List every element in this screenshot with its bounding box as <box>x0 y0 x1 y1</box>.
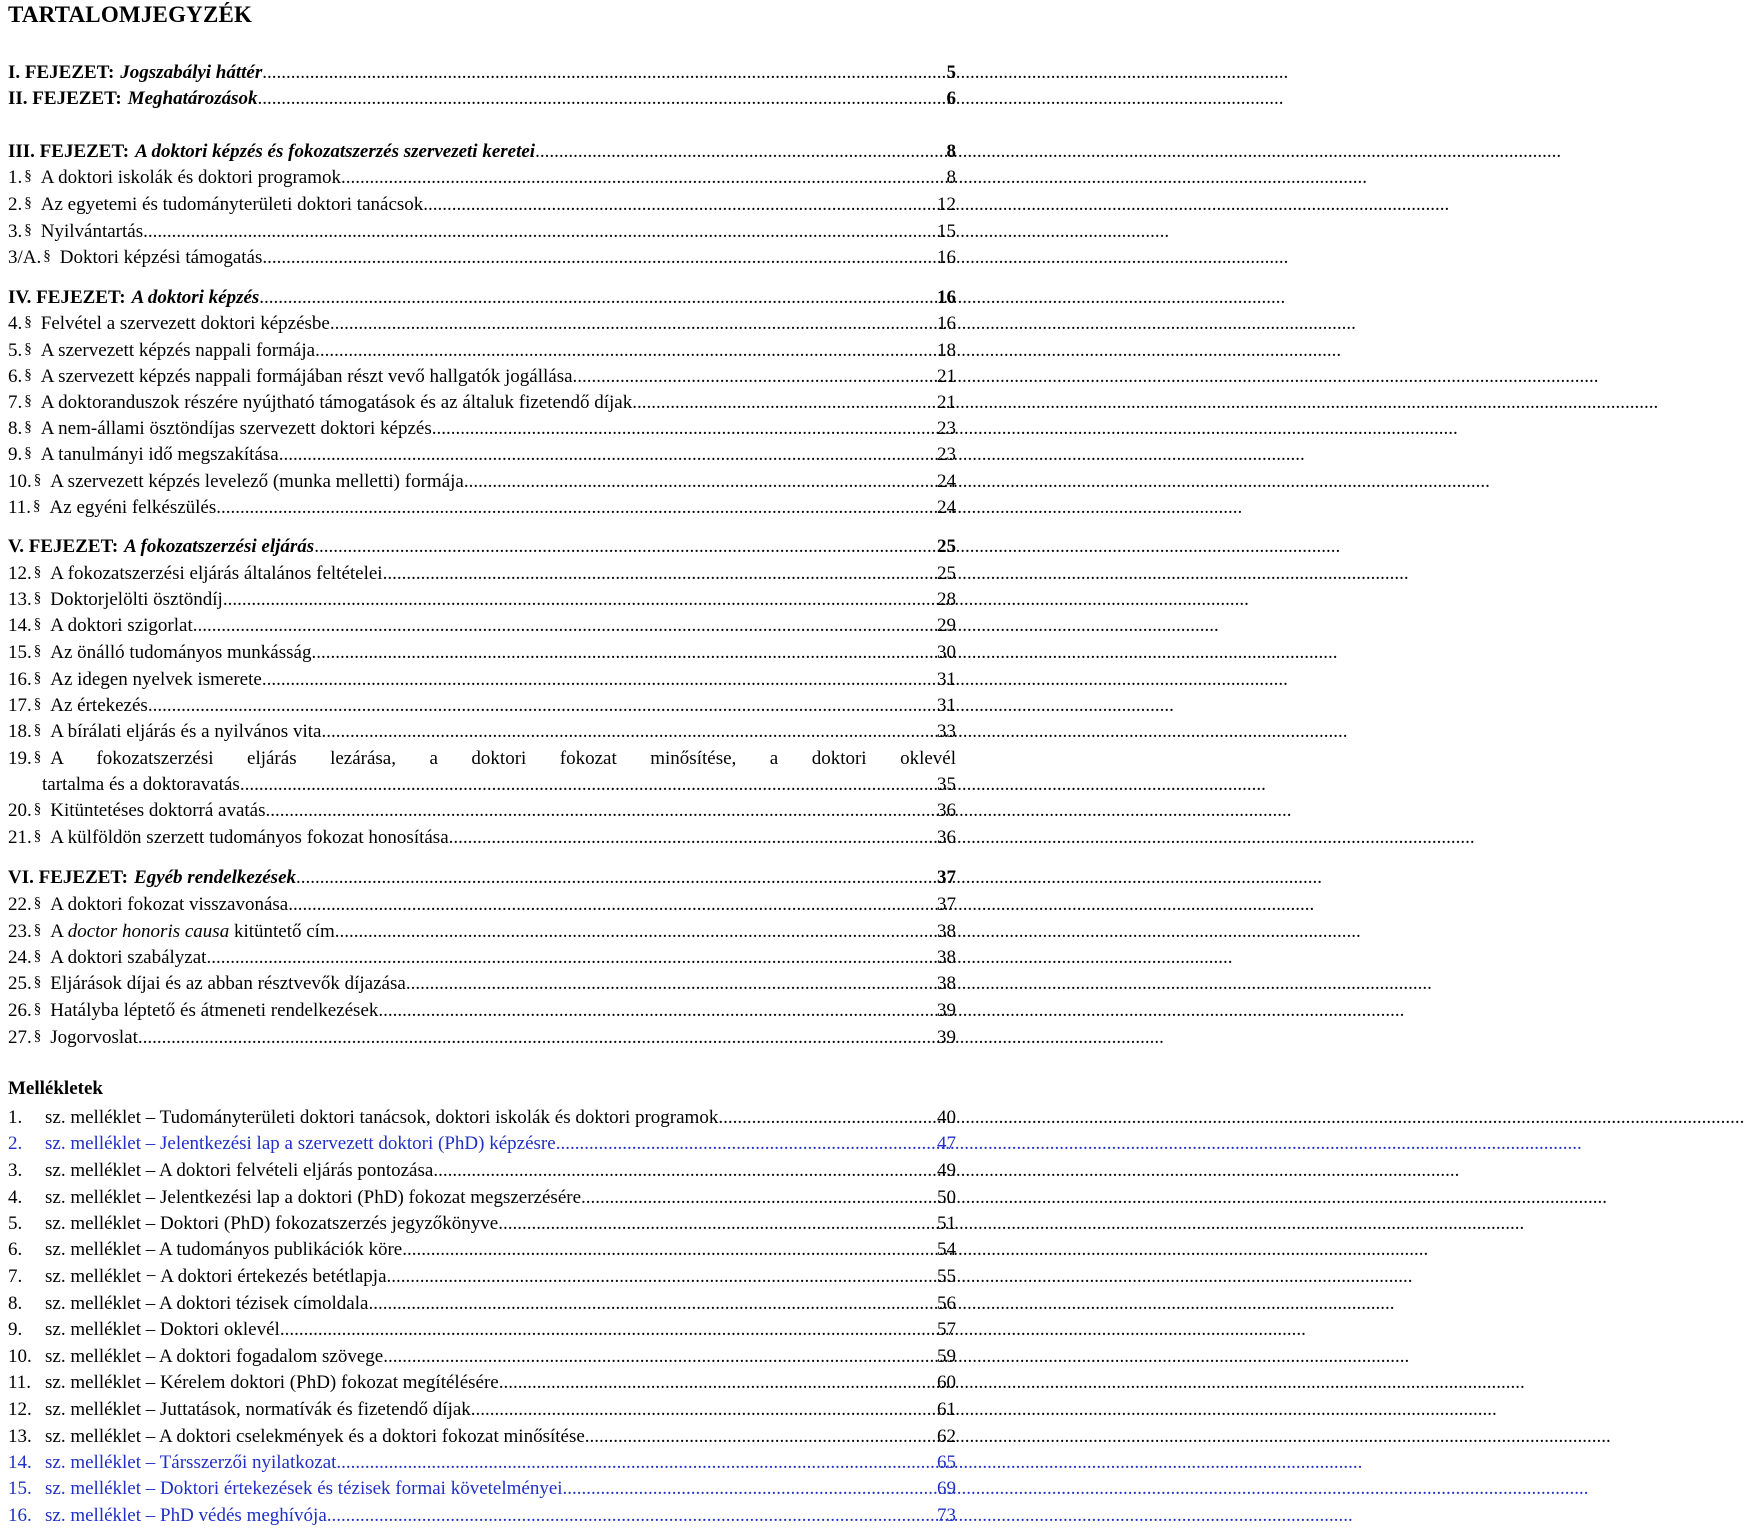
section-sign-icon: § <box>33 643 42 659</box>
annex-number: 3. <box>8 1160 23 1181</box>
toc-section[interactable] <box>8 720 956 744</box>
annex-title: sz. melléklet – Jelentkezési lap a szervezett doktori (PhD) képzésre <box>45 1133 556 1154</box>
dot-leader <box>259 286 937 310</box>
dot-leader <box>321 720 937 744</box>
annex-number: 7. <box>8 1266 23 1287</box>
toc-entry-title: Az idegen nyelvek ismerete <box>50 669 262 690</box>
page-number: 56 <box>937 1293 956 1314</box>
toc-entry-title: A fokozatszerzési eljárás lezárása, a doktori fokozat minősítése, a doktori oklevél <box>50 748 956 769</box>
section-sign-icon: § <box>33 1028 42 1044</box>
dot-leader <box>563 1477 937 1501</box>
dot-leader <box>336 1451 937 1475</box>
toc-section[interactable] <box>8 920 956 944</box>
toc-entry-number: 27. <box>8 1027 32 1048</box>
dot-leader <box>471 1398 937 1422</box>
toc-section[interactable] <box>8 999 956 1023</box>
toc-chapter-title: Jogszabályi háttér <box>120 62 263 83</box>
toc-entry-title: A szervezett képzés nappali formája <box>40 340 316 361</box>
page-number: 73 <box>937 1505 956 1526</box>
dot-leader <box>556 1132 937 1156</box>
toc-section[interactable] <box>8 312 956 336</box>
dot-leader <box>632 391 937 415</box>
toc-section[interactable] <box>8 166 956 190</box>
dot-leader <box>383 1345 937 1369</box>
page-number: 21 <box>937 392 956 413</box>
annex-number: 5. <box>8 1213 23 1234</box>
annex-number: 2. <box>8 1133 23 1154</box>
toc-entry-title: A doktori fokozat visszavonása <box>50 894 289 915</box>
toc-chapter[interactable] <box>8 535 956 559</box>
toc-chapter[interactable] <box>8 61 956 85</box>
dot-leader <box>143 220 937 244</box>
toc-entry-title: Doktorjelölti ösztöndíj <box>50 589 223 610</box>
page-number: 12 <box>937 194 956 215</box>
dot-leader <box>378 999 937 1023</box>
annex-number: 11. <box>8 1372 32 1393</box>
dot-leader <box>335 920 937 944</box>
toc-section[interactable] <box>8 893 956 917</box>
page-number: 37 <box>937 867 956 888</box>
toc-entry-title <box>128 87 258 111</box>
annex-entry[interactable] <box>8 1504 956 1528</box>
annex-title: sz. melléklet – Tudományterületi doktori tanácsok, doktori iskolák és doktori programok <box>45 1107 719 1128</box>
annex-title: sz. melléklet – A tudományos publikációk köre <box>45 1239 403 1260</box>
annex-title: sz. melléklet – Doktori oklevél <box>45 1319 280 1340</box>
page-number: 24 <box>937 471 956 492</box>
page-number: 25 <box>937 536 956 557</box>
page-number: 49 <box>937 1160 956 1181</box>
dot-leader <box>279 443 937 467</box>
annex-entry[interactable] <box>8 1106 956 1130</box>
toc-entry-number: 21. <box>8 827 32 848</box>
dot-leader <box>240 773 937 797</box>
dot-leader <box>535 140 946 164</box>
toc-entry-number: 5. <box>8 340 23 361</box>
toc-entry-title: A doktori szabályzat <box>50 947 207 968</box>
page-number: 40 <box>937 1107 956 1128</box>
annex-title: sz. melléklet – Juttatások, normatívák és fizetendő díjak <box>45 1399 471 1420</box>
page-number: 28 <box>937 589 956 610</box>
toc-chapter[interactable] <box>8 866 956 890</box>
annexes-heading: Mellékletek <box>8 1078 103 1099</box>
dot-leader <box>383 562 937 586</box>
section-sign-icon: § <box>33 472 42 488</box>
page-number: 65 <box>937 1452 956 1473</box>
page-title: TARTALOMJEGYZÉK <box>8 2 253 27</box>
annex-number: 1. <box>8 1107 23 1128</box>
toc-chapter-title: Egyéb rendelkezések <box>134 867 296 888</box>
toc-entry-title: Kitüntetéses doktorrá avatás <box>50 800 266 821</box>
page-number: 23 <box>937 418 956 439</box>
toc-entry-number: 14. <box>8 615 32 636</box>
annex-title: sz. melléklet – Jelentkezési lap a doktori (PhD) fokozat megszerzésére <box>45 1187 582 1208</box>
page-number: 54 <box>937 1239 956 1260</box>
dot-leader <box>315 339 937 363</box>
page-number: 38 <box>937 947 956 968</box>
dot-leader <box>581 1186 937 1210</box>
dot-leader <box>193 614 937 638</box>
toc-entry-number: III. FEJEZET: <box>8 141 130 162</box>
page-number: 21 <box>937 366 956 387</box>
dot-leader <box>288 893 937 917</box>
toc-entry-title <box>120 61 262 85</box>
page-number: 39 <box>937 1000 956 1021</box>
toc-section[interactable] <box>8 562 956 586</box>
toc-entry-number: 18. <box>8 721 32 742</box>
toc-chapter[interactable] <box>8 87 956 111</box>
dot-leader <box>464 470 937 494</box>
annex-entry[interactable] <box>8 1318 956 1342</box>
dot-leader <box>280 1318 937 1342</box>
page-number: 6 <box>946 88 956 109</box>
annex-entry[interactable] <box>8 1477 956 1501</box>
section-sign-icon: § <box>24 445 32 461</box>
toc-entry-number: IV. FEJEZET: <box>8 287 126 308</box>
annex-title: sz. melléklet – Doktori értekezések és tézisek formai követelményei <box>45 1478 563 1499</box>
annex-number: 10. <box>8 1346 32 1367</box>
section-sign-icon: § <box>24 168 32 184</box>
annex-number: 14. <box>8 1452 32 1473</box>
toc-entry-title: Az önálló tudományos munkásság <box>50 642 312 663</box>
dot-leader <box>432 417 937 441</box>
annex-entry[interactable] <box>8 1292 956 1316</box>
page-number: 33 <box>937 721 956 742</box>
toc-entry-number: 22. <box>8 894 32 915</box>
section-sign-icon: § <box>33 801 42 817</box>
toc-entry-number: 23. <box>8 921 32 942</box>
page-number: 51 <box>937 1213 956 1234</box>
toc-entry-number: 15. <box>8 642 32 663</box>
dot-leader <box>406 972 937 996</box>
toc-entry-title: A szervezett képzés levelező (munka melletti) formája <box>50 471 464 492</box>
dot-leader <box>138 1026 937 1050</box>
page-number: 16 <box>937 247 956 268</box>
section-sign-icon: § <box>33 564 42 580</box>
dot-leader <box>498 1212 937 1236</box>
toc-entry-title: A külföldön szerzett tudományos fokozat honosítása <box>50 827 449 848</box>
toc-entry-number: 11. <box>8 497 32 518</box>
toc-entry-title: Jogorvoslat <box>50 1027 138 1048</box>
annex-entry[interactable] <box>8 1345 956 1369</box>
toc-entry-number: 1. <box>8 167 23 188</box>
toc-entry-number: 16. <box>8 669 32 690</box>
page-number: 18 <box>937 340 956 361</box>
dot-leader <box>223 588 937 612</box>
toc-entry-title: A doktoranduszok részére nyújtható támogatások és az általuk fizetendő díjak <box>40 392 633 413</box>
dot-leader <box>402 1238 937 1262</box>
page-number: 55 <box>937 1266 956 1287</box>
dot-leader <box>262 246 937 270</box>
section-sign-icon: § <box>33 616 42 632</box>
section-sign-icon: § <box>24 195 32 211</box>
toc-section[interactable] <box>8 246 956 270</box>
toc-chapter[interactable] <box>8 140 956 164</box>
section-sign-icon: § <box>33 922 42 938</box>
toc-entry-title <box>124 535 314 559</box>
toc-entry-number: 19. <box>8 748 32 769</box>
toc-entry-title <box>134 866 296 890</box>
toc-entry-number: 20. <box>8 800 32 821</box>
toc-entry-title: A tanulmányi idő megszakítása <box>40 444 279 465</box>
annex-entry[interactable] <box>8 1186 956 1210</box>
dot-leader <box>573 365 937 389</box>
toc-entry-number: I. FEJEZET: <box>8 62 115 83</box>
dot-leader <box>585 1425 937 1449</box>
annex-entry[interactable] <box>8 1371 956 1395</box>
section-sign-icon: § <box>24 393 32 409</box>
annex-title: sz. melléklet – A doktori tézisek címoldala <box>45 1293 369 1314</box>
annex-entry[interactable] <box>8 1451 956 1475</box>
toc-section[interactable] <box>8 443 956 467</box>
page-number: 60 <box>937 1372 956 1393</box>
toc-section[interactable] <box>8 799 956 823</box>
page-number: 31 <box>937 695 956 716</box>
section-sign-icon: § <box>24 367 32 383</box>
toc-entry-title: A nem-állami ösztöndíjas szervezett doktori képzés <box>40 418 432 439</box>
annex-entry[interactable] <box>8 1159 956 1183</box>
section-sign-icon: § <box>33 974 42 990</box>
dot-leader <box>258 87 947 111</box>
section-sign-icon: § <box>24 222 32 238</box>
dot-leader <box>433 1159 937 1183</box>
page-number: 37 <box>937 894 956 915</box>
toc-section[interactable] <box>8 614 956 638</box>
dot-leader <box>262 668 937 692</box>
page-number: 61 <box>937 1399 956 1420</box>
toc-section[interactable] <box>8 588 956 612</box>
toc-section[interactable] <box>8 694 956 718</box>
toc-entry-number: VI. FEJEZET: <box>8 867 129 888</box>
toc-section[interactable] <box>8 641 956 665</box>
annex-title: sz. melléklet – Társszerzői nyilatkozat <box>45 1452 337 1473</box>
toc-entry-wrap-continuation[interactable] <box>42 773 956 797</box>
dot-leader <box>311 641 937 665</box>
dot-leader <box>341 166 946 190</box>
page-number: 25 <box>937 563 956 584</box>
toc-entry-title: A doktori iskolák és doktori programok <box>40 167 342 188</box>
page-number: 50 <box>937 1187 956 1208</box>
dot-leader <box>296 866 937 890</box>
section-sign-icon: § <box>33 828 42 844</box>
page-number: 36 <box>937 827 956 848</box>
toc-entry-title <box>132 286 260 310</box>
annex-entry[interactable] <box>8 1212 956 1236</box>
annex-title: sz. melléklet – A doktori fogadalom szövege <box>45 1346 384 1367</box>
page-number: 15 <box>937 221 956 242</box>
annex-number: 8. <box>8 1293 23 1314</box>
dot-leader <box>216 496 937 520</box>
dot-leader <box>262 61 946 85</box>
toc-entry-title: Felvétel a szervezett doktori képzésbe <box>40 313 330 334</box>
section-sign-icon: § <box>33 670 42 686</box>
section-sign-icon: § <box>24 314 32 330</box>
page-number: 5 <box>946 62 956 83</box>
toc-section[interactable] <box>8 946 956 970</box>
toc-entry-title: Az értekezés <box>50 695 148 716</box>
toc-section[interactable] <box>8 972 956 996</box>
section-sign-icon: § <box>33 948 42 964</box>
dot-leader <box>449 826 937 850</box>
annex-number: 16. <box>8 1505 32 1526</box>
toc-entry-title: Nyilvántartás <box>40 221 144 242</box>
annex-entry[interactable] <box>8 1398 956 1422</box>
annex-title: sz. melléklet – PhD védés meghívója <box>45 1505 327 1526</box>
dot-leader <box>148 694 937 718</box>
toc-section[interactable] <box>8 220 956 244</box>
toc-entry-number: 4. <box>8 313 23 334</box>
toc-entry-number: 12. <box>8 563 32 584</box>
annex-title: sz. melléklet − A doktori értekezés betétlapja <box>45 1266 387 1287</box>
dot-leader <box>423 193 937 217</box>
toc-entry-number: V. FEJEZET: <box>8 536 119 557</box>
toc-entry-title: A fokozatszerzési eljárás általános feltételei <box>50 563 383 584</box>
toc-entry-number: 24. <box>8 947 32 968</box>
toc-section[interactable] <box>8 417 956 441</box>
toc-chapter-title: A doktori képzés és fokozatszerzés szervezeti keretei <box>135 141 536 162</box>
toc-entry-title: Az egyetemi és tudományterületi doktori tanácsok <box>40 194 424 215</box>
section-sign-icon: § <box>24 419 32 435</box>
dot-leader <box>499 1371 937 1395</box>
toc-entry-title: A doktori szigorlat <box>50 615 193 636</box>
toc-entry-wrap[interactable] <box>8 747 956 771</box>
toc-entry-number: 13. <box>8 589 32 610</box>
page-number: 16 <box>937 313 956 334</box>
page-number: 23 <box>937 444 956 465</box>
toc-entry-title-cont: tartalma és a doktoravatás <box>42 774 240 795</box>
page-number: 57 <box>937 1319 956 1340</box>
toc-section[interactable] <box>8 470 956 494</box>
annex-title: sz. melléklet – Doktori (PhD) fokozatszerzés jegyzőkönyve <box>45 1213 499 1234</box>
toc-entry-title: Az egyéni felkészülés <box>49 497 217 518</box>
annex-entry[interactable] <box>8 1425 956 1449</box>
dot-leader <box>368 1292 937 1316</box>
dot-leader <box>330 312 937 336</box>
annex-title: sz. melléklet – A doktori cselekmények és a doktori fokozat minősítése <box>45 1426 585 1447</box>
dot-leader <box>327 1504 937 1528</box>
dot-leader <box>206 946 937 970</box>
section-sign-icon: § <box>33 895 42 911</box>
section-sign-icon: § <box>33 722 42 738</box>
toc-entry-number: 17. <box>8 695 32 716</box>
toc-chapter[interactable] <box>8 286 956 310</box>
toc-entry-number: 26. <box>8 1000 32 1021</box>
annex-entry[interactable] <box>8 1238 956 1262</box>
section-sign-icon: § <box>43 248 51 264</box>
toc-section[interactable] <box>8 365 956 389</box>
page-number: 62 <box>937 1426 956 1447</box>
toc-entry-number: 3. <box>8 221 23 242</box>
page-number: 8 <box>946 141 956 162</box>
toc-entry-number: 3/A. <box>8 247 42 268</box>
toc-entry-number: 25. <box>8 973 32 994</box>
toc-entry-number: 7. <box>8 392 23 413</box>
annex-number: 4. <box>8 1187 23 1208</box>
dot-leader <box>387 1265 937 1289</box>
section-sign-icon: § <box>33 498 41 514</box>
annex-entry[interactable] <box>8 1132 956 1156</box>
toc-entry-number: 10. <box>8 471 32 492</box>
toc-entry-number: 6. <box>8 366 23 387</box>
toc-section[interactable] <box>8 1026 956 1050</box>
section-sign-icon: § <box>33 696 42 712</box>
annex-number: 13. <box>8 1426 32 1447</box>
annex-entry[interactable] <box>8 1265 956 1289</box>
toc-section[interactable] <box>8 339 956 363</box>
page-number: 39 <box>937 1027 956 1048</box>
dot-leader <box>718 1106 937 1130</box>
page-number: 35 <box>937 774 956 795</box>
annex-number: 6. <box>8 1239 23 1260</box>
toc-chapter-title: A fokozatszerzési eljárás <box>124 536 315 557</box>
page-number: 24 <box>937 497 956 518</box>
toc-entry-title: Doktori képzési támogatás <box>59 247 263 268</box>
toc-section[interactable] <box>8 668 956 692</box>
toc-entry-number: 8. <box>8 418 23 439</box>
page-number: 38 <box>937 973 956 994</box>
toc-section[interactable] <box>8 496 956 520</box>
page-number: 47 <box>937 1133 956 1154</box>
toc-entry-number: 9. <box>8 444 23 465</box>
dot-leader <box>314 535 937 559</box>
page-number: 8 <box>946 167 956 188</box>
toc-entry-number: 2. <box>8 194 23 215</box>
page-number: 36 <box>937 800 956 821</box>
annex-number: 12. <box>8 1399 32 1420</box>
toc-section[interactable] <box>8 391 956 415</box>
section-sign-icon: § <box>33 590 42 606</box>
toc-section[interactable] <box>8 826 956 850</box>
page-number: 30 <box>937 642 956 663</box>
toc-entry-title: A bírálati eljárás és a nyilvános vita <box>50 721 322 742</box>
section-sign-icon: § <box>33 1001 42 1017</box>
page-number: 29 <box>937 615 956 636</box>
annex-number: 15. <box>8 1478 32 1499</box>
page-number: 59 <box>937 1346 956 1367</box>
page-number: 69 <box>937 1478 956 1499</box>
page-number: 16 <box>937 287 956 308</box>
toc-entry-title: A doctor honoris causa kitüntető cím <box>50 921 335 942</box>
toc-chapter-title: Meghatározások <box>127 88 258 109</box>
toc-section[interactable] <box>8 193 956 217</box>
toc-entry-title: Hatályba léptető és átmeneti rendelkezések <box>50 1000 379 1021</box>
annex-title: sz. melléklet – Kérelem doktori (PhD) fokozat megítélésére <box>45 1372 499 1393</box>
section-sign-icon: § <box>33 749 42 765</box>
toc-entry-title: A szervezett képzés nappali formájában részt vevő hallgatók jogállása <box>40 366 573 387</box>
toc-entry-number: II. FEJEZET: <box>8 88 122 109</box>
annex-title: sz. melléklet – A doktori felvételi eljárás pontozása <box>45 1160 434 1181</box>
page-number: 31 <box>937 669 956 690</box>
dot-leader <box>266 799 937 823</box>
section-sign-icon: § <box>24 341 32 357</box>
toc-entry-title: Eljárások díjai és az abban résztvevők díjazása <box>50 973 406 994</box>
annex-number: 9. <box>8 1319 23 1340</box>
toc-entry-title <box>135 140 535 164</box>
page-number: 38 <box>937 921 956 942</box>
toc-chapter-title: A doktori képzés <box>131 287 260 308</box>
